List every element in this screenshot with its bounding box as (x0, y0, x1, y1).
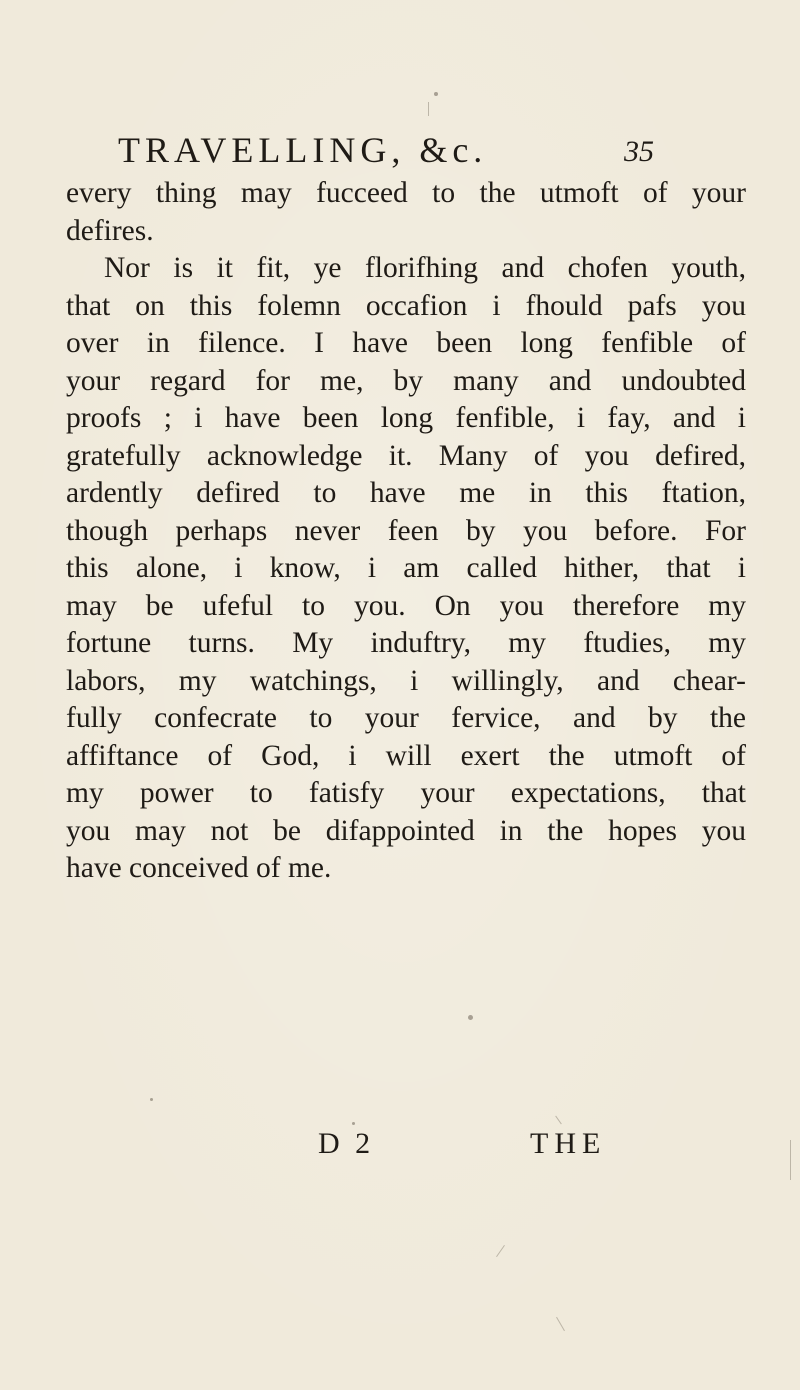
paper-speck (150, 1098, 153, 1101)
page-footer (0, 1125, 800, 1175)
page-number: 35 (624, 135, 654, 168)
text-line: over in filence. I have been long fenfible of (66, 327, 746, 359)
text-line: every thing may fucceed to the utmoft of your (66, 177, 746, 209)
text-line: fortune turns. My induftry, my ftudies, my (66, 627, 746, 659)
text-line: may be ufeful to you. On you therefore my (66, 589, 746, 622)
body-text (66, 175, 746, 888)
text-line: affiftance of God, i will exert the utmoft of (66, 739, 746, 772)
text-line: ardently defired to have me in this ftation, (66, 477, 746, 509)
paper-mark (555, 1116, 562, 1125)
paper-mark (790, 1140, 791, 1180)
running-head-title: TRAVELLING, &c. (118, 130, 488, 170)
text-line: fully confecrate to your fervice, and by the (66, 702, 746, 734)
text-line: this alone, i know, i am called hither, that i (66, 552, 746, 584)
text-line: your regard for me, by many and undoubted (66, 364, 746, 397)
text-line: my power to fatisfy your expectations, that (66, 777, 746, 809)
paper-mark (556, 1317, 565, 1331)
text-line: though perhaps never feen by you before. For (66, 514, 746, 547)
text-line: Nor is it fit, ye florifhing and chofen youth, (104, 252, 746, 284)
running-head (118, 128, 678, 172)
text-line: that on this folemn occafion i fhould pafs you (66, 289, 746, 322)
paper-speck (434, 92, 438, 96)
paper-speck (352, 1122, 355, 1125)
paper-mark (496, 1245, 505, 1257)
paper-speck (468, 1015, 473, 1020)
text-line: have conceived of me. (66, 852, 332, 884)
signature-mark: D 2 (318, 1127, 375, 1160)
text-line: defires. (66, 214, 154, 247)
catchword: THE (530, 1127, 607, 1160)
text-line: you may not be difappointed in the hopes you (66, 814, 746, 847)
paper-mark (428, 102, 429, 116)
text-line: labors, my watchings, i willingly, and chear- (66, 664, 746, 697)
text-line: proofs ; i have been long fenfible, i fay, and i (66, 402, 746, 434)
text-line: gratefully acknowledge it. Many of you defired, (66, 439, 746, 472)
